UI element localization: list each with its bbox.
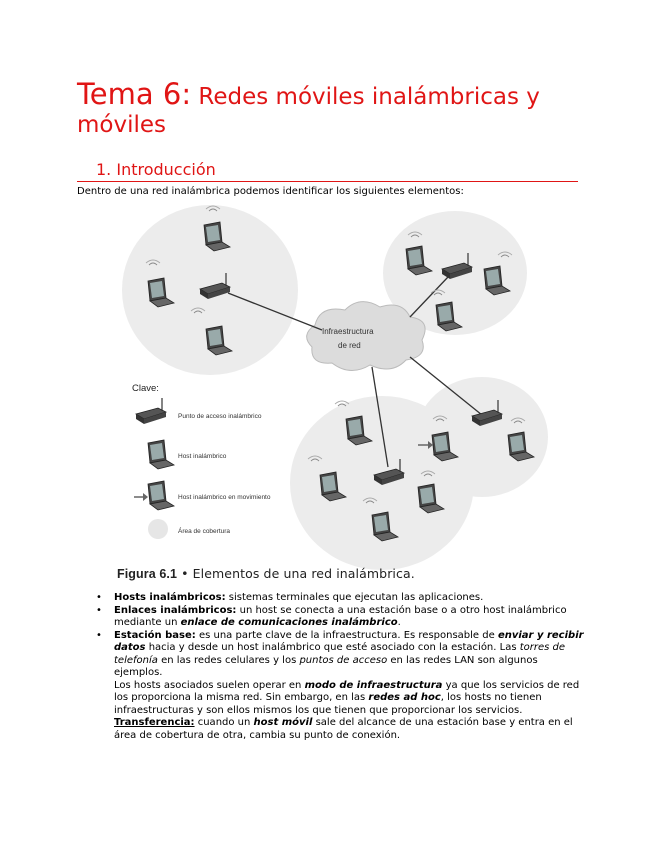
cloud-label-1: Infraestructura	[322, 327, 374, 336]
network-cloud	[307, 302, 425, 371]
figure-number: Figura 6.1	[117, 567, 178, 581]
legend-ap-icon	[136, 398, 166, 424]
element-list	[96, 592, 586, 742]
list-item: • Estación base: es una parte clave de la infraestructura. Es responsable de enviar y recibir datos hacia y desde un host inalámbrico que esté asociado con la estación. Las torres de telefonía en las redes celulares y los puntos de acceso en las redes LAN son algunos ejemplos. Los hosts asociados suelen operar en modo de infraestructura ya que los servicios de red los proporciona la misma red. Sin embargo, en las redes ad hoc, los hosts no tienen infraestructuras y son ellos mismos los que tienen que proporcionar los servicios. Transferencia: cuando un host móvil sale del alcance de una estación base y entra en el área de cobertura de otra, cambia su punto de conexión.	[96, 630, 586, 743]
title-text: Redes móviles inalámbricas y móviles	[77, 84, 540, 138]
page-title	[77, 77, 597, 139]
legend-ap-label: Punto de acceso inalámbrico	[178, 413, 262, 420]
title-prefix: Tema 6:	[77, 77, 192, 111]
legend-area-label: Área de cobertura	[178, 528, 231, 535]
list-item: • Hosts inalámbricos: sistemas terminales que ejecutan las aplicaciones.	[96, 592, 586, 605]
section-divider	[77, 181, 578, 182]
legend-moving-icon	[148, 481, 174, 510]
legend-area-swatch	[148, 519, 168, 539]
intro-paragraph: Dentro de una red inalámbrica podemos identificar los siguientes elementos:	[77, 186, 464, 197]
wireless-network-figure	[110, 205, 565, 590]
list-item: • Enlaces inalámbricos: un host se conecta a una estación base o a otro host inalámbrico mediante un enlace de comunicaciones inalámbrico.	[96, 605, 586, 630]
figure-caption	[117, 566, 415, 581]
legend-host-icon	[148, 440, 174, 469]
legend-host-label: Host inalámbrico	[178, 453, 227, 460]
figure-caption-text: • Elementos de una red inalámbrica.	[177, 566, 415, 581]
legend-title: Clave:	[132, 383, 159, 394]
paragraph-handoff: Transferencia: cuando un host móvil sale del alcance de una estación base y entra en el área de cobertura de otra, cambia su punto de conexión.	[114, 717, 573, 741]
section-heading: 1. Introducción	[96, 160, 216, 179]
cloud-label-2: de red	[338, 341, 361, 350]
legend-moving-label: Host inalámbrico en movimiento	[178, 494, 271, 501]
paragraph-modes: Los hosts asociados suelen operar en modo de infraestructura ya que los servicios de red los proporciona la misma red. Sin embargo, en las redes ad hoc, los hosts no tienen infraestructuras y son ellos mismos los que tienen que proporcionar los servicios.	[114, 679, 580, 716]
